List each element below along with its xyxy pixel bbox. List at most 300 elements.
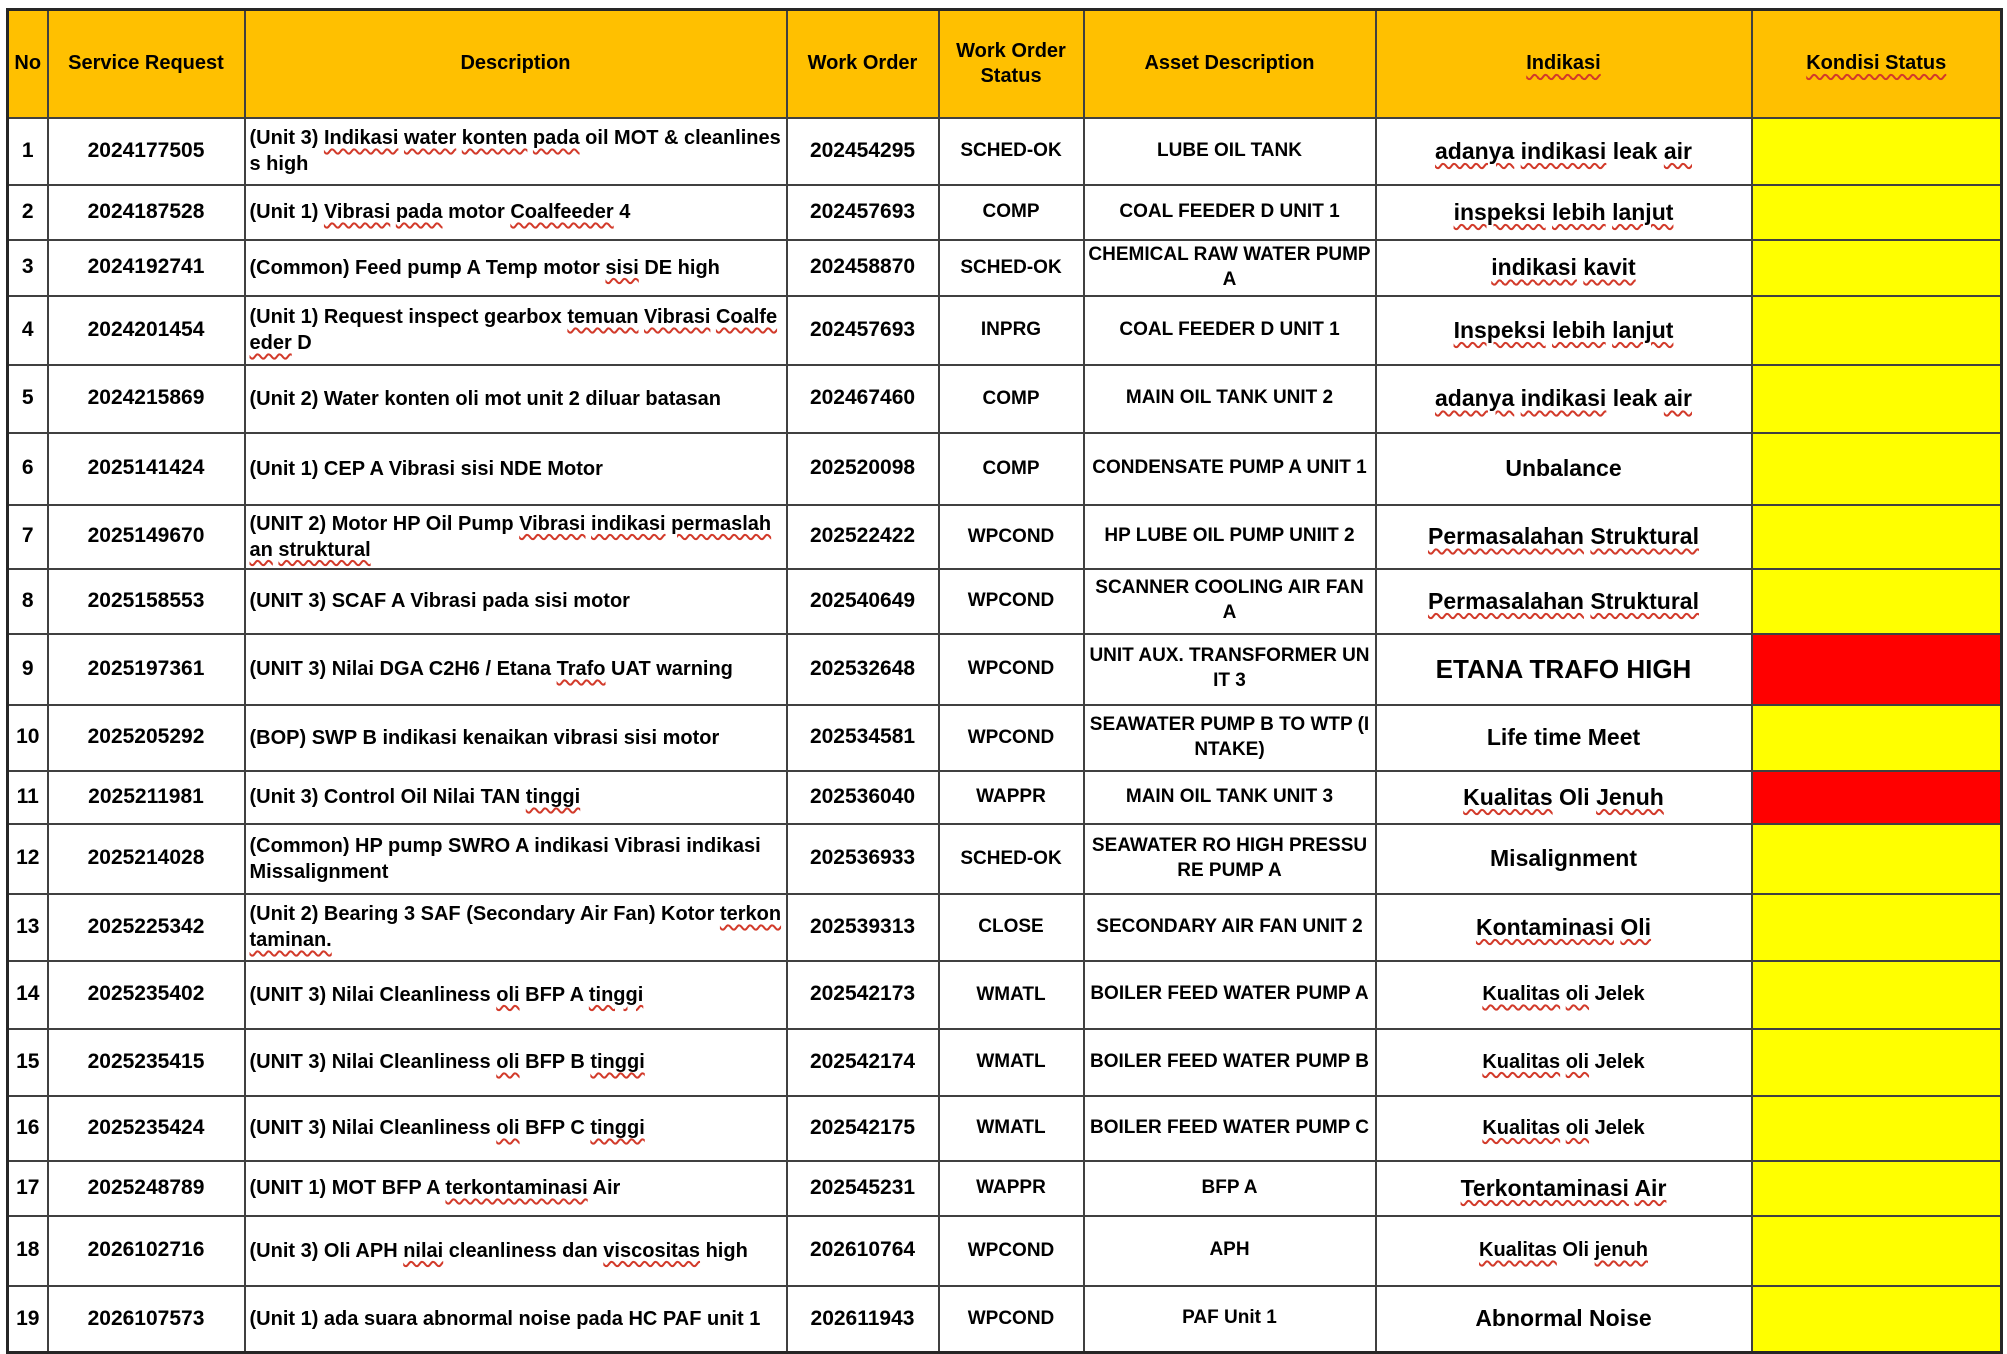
cell-no[interactable]	[8, 185, 48, 240]
cell-indikasi-text: Kualitas Oli jenuh	[1479, 1239, 1648, 1261]
table-row	[8, 118, 2002, 185]
cell-description-text: (Unit 3) Control Oil Nilai TAN tinggi	[249, 786, 581, 808]
cell-work-order[interactable]	[787, 296, 939, 365]
cell-description-text: (Unit 3) Oli APH nilai cleanliness dan viscositas high	[249, 1239, 748, 1262]
cell-work-order-text: 202539313	[809, 914, 916, 938]
cell-asset-description-text: COAL FEEDER D UNIT 1	[1119, 200, 1340, 222]
misspelled-word: Kontaminasi	[1475, 913, 1614, 940]
cell-work-order-text: 202522422	[809, 524, 916, 548]
cell-service-request-text: 2025205292	[87, 725, 205, 749]
cell-wo-status[interactable]	[939, 824, 1084, 894]
cell-no-text: 9	[21, 656, 34, 680]
cell-service-request-text: 2026102716	[87, 1238, 205, 1262]
cell-work-order-text: 202542174	[809, 1049, 916, 1073]
misspelled-word: indikasi	[1520, 385, 1607, 412]
cell-description-text: (Unit 3) Indikasi water konten pada oil MOT & cleanliness high	[249, 127, 781, 175]
cell-description[interactable]	[245, 1216, 787, 1286]
misspelled-word: oli	[1565, 983, 1590, 1005]
cell-asset-description[interactable]	[1084, 824, 1376, 894]
cell-indikasi[interactable]	[1376, 240, 1752, 296]
cell-indikasi-text	[1428, 588, 1699, 614]
cell-kondisi-status[interactable]	[1752, 433, 2002, 505]
cell-work-order-text: 202540649	[809, 588, 916, 612]
cell-kondisi-status[interactable]	[1752, 1029, 2002, 1096]
cell-work-order-text: 202610764	[809, 1238, 916, 1262]
cell-indikasi[interactable]	[1376, 569, 1752, 634]
cell-description[interactable]	[245, 433, 787, 505]
cell-asset-description[interactable]	[1084, 1161, 1376, 1216]
cell-service-request-text: 2025235415	[87, 1049, 205, 1073]
misspelled-word: Struktural	[1590, 587, 1699, 614]
cell-wo-status-text: WAPPR	[976, 1177, 1046, 1199]
cell-description[interactable]	[245, 1096, 787, 1161]
cell-work-order[interactable]	[787, 894, 939, 961]
cell-asset-description-text: CONDENSATE PUMP A UNIT 1	[1092, 457, 1367, 479]
cell-no[interactable]	[8, 894, 48, 961]
cell-asset-description[interactable]	[1084, 1216, 1376, 1286]
cell-work-order-text: 202458870	[809, 255, 916, 279]
cell-description-text: (Unit 1) CEP A Vibrasi sisi NDE Motor	[249, 457, 603, 480]
cell-wo-status-text: COMP	[982, 457, 1040, 479]
table-row	[8, 1216, 2002, 1286]
misspelled-word: oli	[1565, 1116, 1590, 1139]
cell-service-request-text: 2026107573	[87, 1306, 205, 1330]
cell-work-order[interactable]	[787, 240, 939, 296]
cell-asset-description[interactable]	[1084, 296, 1376, 365]
cell-indikasi-text: Abnormal Noise	[1475, 1305, 1652, 1332]
cell-no-text: 1	[21, 138, 34, 162]
cell-work-order-text: 202545231	[809, 1175, 916, 1199]
misspelled-word: Kualitas	[1479, 1239, 1557, 1261]
cell-wo-status[interactable]	[939, 634, 1084, 705]
cell-service-request[interactable]	[48, 771, 245, 824]
table-row	[8, 1161, 2002, 1216]
column-header-indikasi[interactable]	[1376, 10, 1752, 118]
cell-no-text: 7	[21, 524, 34, 548]
misspelled-word: Vibrasi	[323, 201, 391, 223]
cell-asset-description[interactable]	[1084, 240, 1376, 296]
misspelled-word: Coalfeeder	[510, 201, 614, 223]
cell-kondisi-status[interactable]	[1752, 771, 2002, 824]
cell-asset-description-text: UNIT AUX. TRANSFORMER UNIT 3	[1089, 645, 1370, 691]
cell-service-request-text: 2025141424	[87, 456, 205, 480]
column-header-label: Indikasi	[1526, 52, 1601, 75]
cell-description[interactable]	[245, 365, 787, 433]
cell-service-request[interactable]	[48, 824, 245, 894]
cell-kondisi-status[interactable]	[1752, 961, 2002, 1029]
cell-asset-description[interactable]	[1084, 705, 1376, 771]
cell-work-order-text: 202534581	[809, 725, 916, 749]
cell-work-order[interactable]	[787, 569, 939, 634]
cell-wo-status-text: WMATL	[976, 1051, 1046, 1073]
cell-no[interactable]	[8, 1029, 48, 1096]
table-row	[8, 433, 2002, 505]
cell-service-request-text: 2025197361	[87, 656, 205, 680]
cell-wo-status-text: SCHED-OK	[960, 847, 1062, 869]
misspelled-word: tinggi	[590, 1117, 645, 1139]
cell-service-request[interactable]	[48, 505, 245, 569]
table-row	[8, 1096, 2002, 1161]
cell-work-order[interactable]	[787, 365, 939, 433]
cell-work-order-text: 202467460	[809, 386, 916, 410]
misspelled-word: oli	[496, 1117, 520, 1139]
cell-kondisi-status[interactable]	[1752, 240, 2002, 296]
cell-wo-status-text: COMP	[982, 201, 1040, 223]
cell-work-order[interactable]	[787, 1029, 939, 1096]
cell-asset-description-text: SCANNER COOLING AIR FAN A	[1095, 577, 1364, 623]
table-row	[8, 894, 2002, 961]
cell-kondisi-status[interactable]	[1752, 118, 2002, 185]
cell-wo-status[interactable]	[939, 118, 1084, 185]
misspelled-word: Kualitas	[1463, 783, 1553, 810]
table-row	[8, 824, 2002, 894]
cell-indikasi[interactable]	[1376, 1029, 1752, 1096]
cell-service-request[interactable]	[48, 296, 245, 365]
cell-kondisi-status[interactable]	[1752, 185, 2002, 240]
cell-description[interactable]	[245, 1029, 787, 1096]
cell-asset-description-text: SECONDARY AIR FAN UNIT 2	[1096, 915, 1363, 937]
cell-wo-status-text: WPCOND	[967, 590, 1055, 612]
cell-wo-status[interactable]	[939, 1216, 1084, 1286]
cell-asset-description-text: MAIN OIL TANK UNIT 3	[1125, 785, 1334, 807]
cell-kondisi-status[interactable]	[1752, 296, 2002, 365]
cell-work-order[interactable]	[787, 118, 939, 185]
cell-indikasi[interactable]	[1376, 1161, 1752, 1216]
cell-service-request-text: 2024201454	[87, 317, 205, 341]
cell-work-order[interactable]	[787, 1216, 939, 1286]
cell-no-text: 12	[16, 846, 40, 870]
cell-kondisi-status[interactable]	[1752, 1096, 2002, 1161]
column-header-label: Service Request	[68, 52, 224, 75]
cell-description-text: (UNIT 2) Motor HP Oil Pump Vibrasi indikasi permaslahan struktural	[249, 512, 772, 561]
cell-service-request[interactable]	[48, 569, 245, 634]
cell-asset-description-text: COAL FEEDER D UNIT 1	[1119, 318, 1340, 340]
table-row	[8, 569, 2002, 634]
cell-indikasi[interactable]	[1376, 118, 1752, 185]
cell-no-text: 2	[21, 199, 34, 223]
cell-no[interactable]	[8, 118, 48, 185]
cell-asset-description[interactable]	[1084, 505, 1376, 569]
misspelled-word: Indikasi	[323, 127, 399, 149]
cell-service-request[interactable]	[48, 1029, 245, 1096]
misspelled-word: sisi	[605, 256, 639, 279]
cell-description-text: (BOP) SWP B indikasi kenaikan vibrasi sisi motor	[249, 726, 720, 749]
cell-no-text: 18	[16, 1238, 40, 1262]
cell-asset-description-text: CHEMICAL RAW WATER PUMP A	[1088, 243, 1371, 290]
cell-indikasi[interactable]	[1376, 505, 1752, 569]
cell-description[interactable]	[245, 894, 787, 961]
cell-wo-status-text: WAPPR	[976, 786, 1046, 808]
cell-service-request[interactable]	[48, 185, 245, 240]
cell-service-request-text: 2024187528	[87, 199, 205, 223]
misspelled-word: lanjut	[1612, 316, 1674, 343]
cell-service-request[interactable]	[48, 705, 245, 771]
cell-description-text: (UNIT 3) Nilai Cleanliness oli BFP A tinggi	[249, 983, 644, 1006]
cell-work-order-text: 202457693	[809, 317, 916, 341]
cell-kondisi-status[interactable]	[1752, 894, 2002, 961]
column-header-no[interactable]	[8, 10, 48, 118]
cell-indikasi[interactable]	[1376, 634, 1752, 705]
cell-indikasi[interactable]	[1376, 1216, 1752, 1286]
cell-no[interactable]	[8, 771, 48, 824]
cell-kondisi-status[interactable]	[1752, 634, 2002, 705]
cell-kondisi-status[interactable]	[1752, 1286, 2002, 1353]
cell-description[interactable]	[245, 1161, 787, 1216]
cell-no-text: 15	[16, 1049, 40, 1073]
cell-indikasi-text: Misalignment	[1490, 845, 1637, 872]
cell-kondisi-status[interactable]	[1752, 824, 2002, 894]
cell-indikasi[interactable]	[1376, 433, 1752, 505]
cell-description[interactable]	[245, 705, 787, 771]
cell-no[interactable]	[8, 1161, 48, 1216]
cell-description-text: (UNIT 3) SCAF A Vibrasi pada sisi motor	[249, 590, 630, 612]
cell-no[interactable]	[8, 1216, 48, 1286]
cell-service-request-text: 2025214028	[87, 846, 205, 870]
column-header-description[interactable]	[245, 10, 787, 118]
cell-indikasi[interactable]	[1376, 894, 1752, 961]
cell-no[interactable]	[8, 634, 48, 705]
misspelled-word: jenuh	[1594, 1239, 1648, 1261]
cell-no[interactable]	[8, 365, 48, 433]
cell-wo-status[interactable]	[939, 365, 1084, 433]
misspelled-word: Permasalahan	[1427, 587, 1584, 614]
misspelled-word: Jenuh	[1596, 783, 1664, 810]
cell-work-order-text: 202542175	[809, 1115, 916, 1139]
cell-service-request-text: 2024215869	[87, 386, 205, 410]
cell-kondisi-status[interactable]	[1752, 1216, 2002, 1286]
cell-no-text: 5	[21, 386, 34, 410]
cell-description[interactable]	[245, 824, 787, 894]
cell-no-text: 4	[21, 317, 34, 341]
cell-indikasi[interactable]	[1376, 185, 1752, 240]
cell-asset-description[interactable]	[1084, 894, 1376, 961]
cell-indikasi[interactable]	[1376, 365, 1752, 433]
cell-work-order-text: 202520098	[809, 456, 916, 480]
table-row	[8, 240, 2002, 296]
column-header-label: Work Order	[807, 52, 918, 75]
misspelled-word: konten	[461, 127, 528, 149]
column-header-service-request[interactable]	[48, 10, 245, 118]
cell-work-order-text: 202532648	[809, 656, 916, 680]
misspelled-word: water	[403, 127, 457, 149]
column-header-label: Work Order Status	[956, 39, 1066, 87]
misspelled-word: Oli	[1620, 913, 1652, 940]
cell-indikasi[interactable]	[1376, 296, 1752, 365]
cell-indikasi-text	[1461, 1175, 1667, 1201]
cell-no[interactable]	[8, 433, 48, 505]
cell-description[interactable]	[245, 240, 787, 296]
cell-wo-status[interactable]	[939, 433, 1084, 505]
cell-wo-status[interactable]	[939, 240, 1084, 296]
cell-no[interactable]	[8, 569, 48, 634]
cell-indikasi-text	[1454, 199, 1674, 225]
cell-description[interactable]	[245, 634, 787, 705]
cell-wo-status-text: WPCOND	[967, 1239, 1055, 1261]
cell-work-order[interactable]	[787, 824, 939, 894]
cell-wo-status[interactable]	[939, 569, 1084, 634]
cell-no-text: 17	[16, 1175, 40, 1199]
cell-kondisi-status[interactable]	[1752, 705, 2002, 771]
cell-wo-status[interactable]	[939, 961, 1084, 1029]
column-header-asset[interactable]	[1084, 10, 1376, 118]
cell-asset-description[interactable]	[1084, 365, 1376, 433]
cell-no-text: 14	[16, 982, 40, 1006]
misspelled-word: pada	[532, 127, 580, 149]
column-header-label: No	[14, 52, 42, 75]
cell-work-order[interactable]	[787, 1096, 939, 1161]
table-row	[8, 505, 2002, 569]
cell-description-text: (Unit 1) Request inspect gearbox temuan Vibrasi Coalfeeder D	[249, 306, 778, 354]
cell-indikasi[interactable]	[1376, 705, 1752, 771]
cell-description-text: (UNIT 3) Nilai Cleanliness oli BFP B tinggi	[249, 1051, 645, 1073]
cell-description[interactable]	[245, 296, 787, 365]
cell-no[interactable]	[8, 1286, 48, 1353]
cell-asset-description[interactable]	[1084, 433, 1376, 505]
cell-kondisi-status[interactable]	[1752, 569, 2002, 634]
cell-work-order[interactable]	[787, 1161, 939, 1216]
cell-service-request-text: 2025235402	[87, 982, 205, 1006]
cell-indikasi[interactable]	[1376, 1286, 1752, 1353]
cell-service-request-text: 2024177505	[87, 138, 205, 162]
cell-asset-description[interactable]	[1084, 1029, 1376, 1096]
cell-asset-description[interactable]	[1084, 118, 1376, 185]
cell-service-request-text: 2025225342	[87, 914, 205, 938]
cell-kondisi-status[interactable]	[1752, 505, 2002, 569]
misspelled-word: lanjut	[1612, 198, 1674, 225]
cell-service-request[interactable]	[48, 634, 245, 705]
cell-wo-status[interactable]	[939, 705, 1084, 771]
cell-work-order[interactable]	[787, 771, 939, 824]
cell-service-request[interactable]	[48, 118, 245, 185]
cell-service-request[interactable]	[48, 365, 245, 433]
cell-wo-status-text: WPCOND	[967, 1307, 1055, 1329]
cell-description-text: (Unit 1) ada suara abnormal noise pada HC PAF unit 1	[249, 1307, 761, 1330]
cell-asset-description[interactable]	[1084, 961, 1376, 1029]
column-header-work-order[interactable]	[787, 10, 939, 118]
cell-wo-status[interactable]	[939, 771, 1084, 824]
misspelled-word: kavit	[1583, 254, 1636, 281]
cell-wo-status-text: INPRG	[980, 319, 1042, 341]
cell-work-order[interactable]	[787, 1286, 939, 1353]
cell-no[interactable]	[8, 505, 48, 569]
cell-no[interactable]	[8, 240, 48, 296]
table-row	[8, 634, 2002, 705]
misspelled-word: Permasalahan	[1427, 523, 1584, 550]
cell-indikasi-text: ETANA TRAFO HIGH	[1435, 653, 1692, 684]
cell-no[interactable]	[8, 1096, 48, 1161]
cell-service-request[interactable]	[48, 240, 245, 296]
cell-asset-description[interactable]	[1084, 1096, 1376, 1161]
cell-service-request[interactable]	[48, 1286, 245, 1353]
cell-work-order[interactable]	[787, 505, 939, 569]
cell-work-order-text: 202611943	[810, 1306, 915, 1330]
cell-description-text: (Unit 2) Water konten oli mot unit 2 diluar batasan	[249, 387, 722, 410]
cell-description[interactable]	[245, 1286, 787, 1353]
table-row	[8, 705, 2002, 771]
cell-description[interactable]	[245, 569, 787, 634]
cell-asset-description-text: BOILER FEED WATER PUMP C	[1089, 1116, 1370, 1138]
cell-service-request-text: 2025248789	[87, 1175, 205, 1199]
cell-wo-status[interactable]	[939, 185, 1084, 240]
cell-wo-status[interactable]	[939, 1029, 1084, 1096]
cell-asset-description[interactable]	[1084, 634, 1376, 705]
cell-service-request[interactable]	[48, 1161, 245, 1216]
cell-wo-status[interactable]	[939, 894, 1084, 961]
cell-wo-status[interactable]	[939, 1096, 1084, 1161]
cell-service-request[interactable]	[48, 433, 245, 505]
cell-description[interactable]	[245, 505, 787, 569]
misspelled-word: struktural	[278, 538, 371, 561]
cell-indikasi[interactable]	[1376, 1096, 1752, 1161]
table-row	[8, 365, 2002, 433]
cell-no-text: 6	[21, 456, 34, 480]
column-header-wo-status[interactable]	[939, 10, 1084, 118]
column-header-kondisi[interactable]	[1752, 10, 2002, 118]
cell-description[interactable]	[245, 118, 787, 185]
cell-indikasi[interactable]	[1376, 961, 1752, 1029]
cell-no[interactable]	[8, 705, 48, 771]
cell-wo-status[interactable]	[939, 1286, 1084, 1353]
cell-work-order[interactable]	[787, 185, 939, 240]
cell-indikasi-text: Life time Meet	[1486, 724, 1641, 751]
cell-wo-status[interactable]	[939, 1161, 1084, 1216]
column-header-label: Kondisi Status	[1806, 52, 1947, 75]
cell-asset-description[interactable]	[1084, 569, 1376, 634]
misspelled-word: permaslahan	[249, 512, 772, 561]
cell-work-order-text: 202536933	[809, 846, 916, 870]
column-header-label: Description	[460, 52, 571, 75]
cell-wo-status-text: CLOSE	[978, 916, 1044, 938]
cell-service-request[interactable]	[48, 1096, 245, 1161]
cell-wo-status-text: WPCOND	[967, 658, 1055, 680]
cell-wo-status[interactable]	[939, 296, 1084, 365]
cell-work-order[interactable]	[787, 705, 939, 771]
cell-no[interactable]	[8, 961, 48, 1029]
cell-indikasi[interactable]	[1376, 824, 1752, 894]
cell-indikasi-text: Kualitas oli Jelek	[1482, 1116, 1645, 1139]
cell-indikasi[interactable]	[1376, 771, 1752, 824]
cell-asset-description-text: HP LUBE OIL PUMP UNIIT 2	[1104, 525, 1355, 547]
misspelled-word: adanya	[1435, 385, 1515, 412]
cell-indikasi-text	[1476, 914, 1651, 940]
misspelled-word: indikasi	[591, 512, 666, 535]
cell-work-order[interactable]	[787, 433, 939, 505]
cell-work-order[interactable]	[787, 961, 939, 1029]
cell-kondisi-status[interactable]	[1752, 1161, 2002, 1216]
cell-no[interactable]	[8, 824, 48, 894]
cell-description[interactable]	[245, 771, 787, 824]
table-header	[8, 10, 2002, 118]
cell-work-order[interactable]	[787, 634, 939, 705]
cell-asset-description[interactable]	[1084, 1286, 1376, 1353]
cell-service-request[interactable]	[48, 961, 245, 1029]
table-row	[8, 1286, 2002, 1353]
cell-service-request[interactable]	[48, 1216, 245, 1286]
cell-no[interactable]	[8, 296, 48, 365]
cell-service-request-text: 2025149670	[87, 524, 205, 548]
cell-wo-status-text: WMATL	[976, 1117, 1046, 1139]
cell-wo-status[interactable]	[939, 505, 1084, 569]
cell-description[interactable]	[245, 961, 787, 1029]
table-body	[8, 118, 2002, 1353]
misspelled-word: tinggi	[588, 983, 644, 1006]
cell-kondisi-status[interactable]	[1752, 365, 2002, 433]
cell-asset-description[interactable]	[1084, 185, 1376, 240]
misspelled-word: Kualitas	[1482, 983, 1561, 1005]
cell-description[interactable]	[245, 185, 787, 240]
cell-asset-description[interactable]	[1084, 771, 1376, 824]
cell-service-request[interactable]	[48, 894, 245, 961]
